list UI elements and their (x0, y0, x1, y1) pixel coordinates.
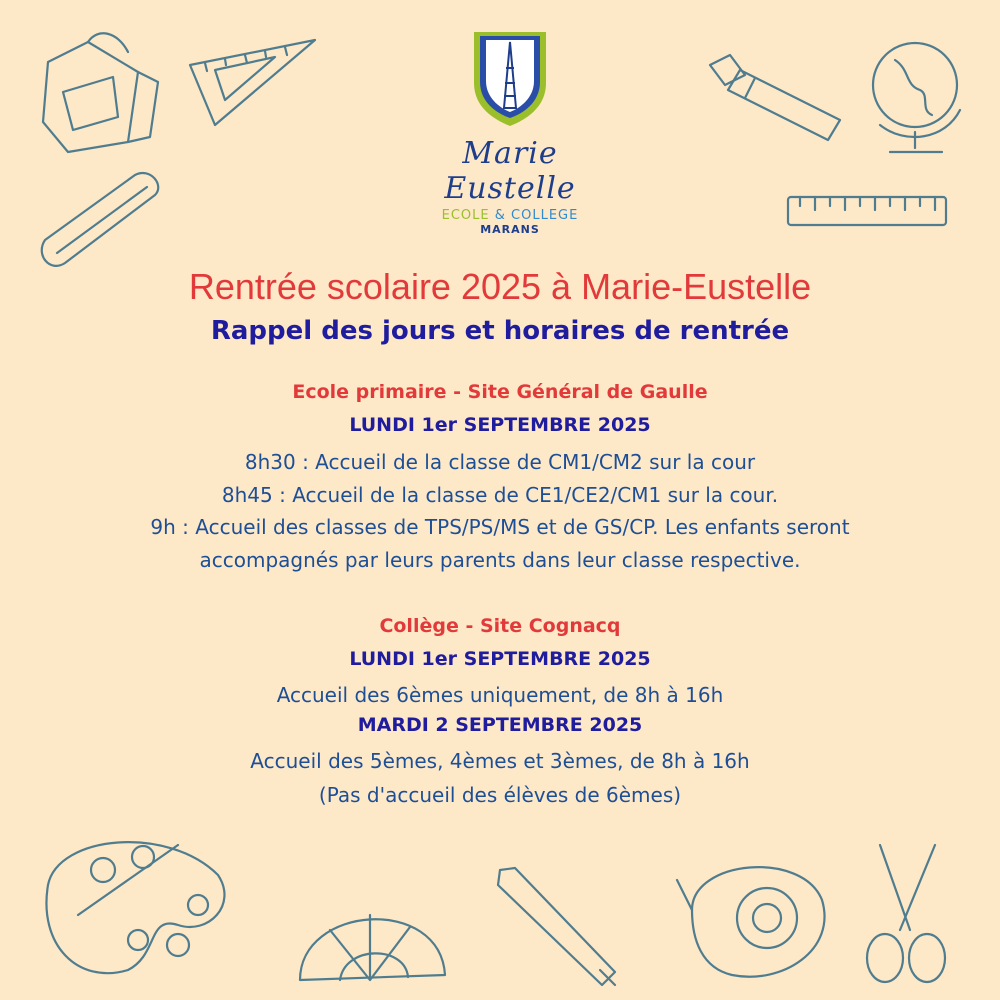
primary-line-1: 8h30 : Accueil de la classe de CM1/CM2 sur la cour (244, 450, 756, 474)
pencil-case-icon (35, 165, 170, 275)
brand-school-part2: & COLLEGE (494, 208, 579, 223)
paint-palette-icon (38, 825, 238, 985)
globe-icon (860, 30, 980, 160)
primary-line-4: accompagnés par leurs parents dans leur classe respective. (199, 548, 801, 572)
protractor-icon (290, 855, 450, 995)
primary-line-3: 9h : Accueil des classes de TPS/PS/MS et de GS/CP. Les enfants seront (150, 515, 850, 539)
primary-date: LUNDI 1er SEPTEMBRE 2025 (349, 414, 651, 436)
highlighter-icon (700, 50, 850, 145)
college-date-1: LUNDI 1er SEPTEMBRE 2025 (349, 648, 651, 670)
brand-name: Marie Eustelle (444, 136, 576, 206)
tape-dispenser-icon (672, 840, 837, 990)
college-line-2: Accueil des 5èmes, 4èmes et 3èmes, de 8h à 16h (250, 749, 750, 773)
ruler-icon (785, 192, 950, 232)
school-logo (400, 28, 620, 236)
college-line-1: Accueil des 6èmes uniquement, de 8h à 16h (276, 683, 724, 707)
set-square-icon (185, 35, 320, 130)
brand-school-part1: ECOLE (441, 208, 490, 223)
school-crest-icon (470, 28, 550, 128)
pen-icon (490, 860, 620, 990)
page-title: Rentrée scolaire 2025 à Marie-Eustelle (188, 266, 812, 307)
primary-line-2: 8h45 : Accueil de la classe de CE1/CE2/CM1 sur la cour. (221, 483, 779, 507)
page-subtitle: Rappel des jours et horaires de rentrée (210, 316, 790, 346)
brand-subtitle (400, 208, 620, 223)
backpack-icon (18, 22, 168, 157)
college-line-3: (Pas d'accueil des élèves de 6èmes) (318, 783, 682, 807)
scissors-icon (855, 840, 955, 990)
college-heading: Collège - Site Cognacq (379, 615, 621, 637)
college-date-2: MARDI 2 SEPTEMBRE 2025 (357, 714, 643, 736)
primary-heading: Ecole primaire - Site Général de Gaulle (292, 381, 708, 403)
brand-city: MARANS (480, 223, 540, 236)
